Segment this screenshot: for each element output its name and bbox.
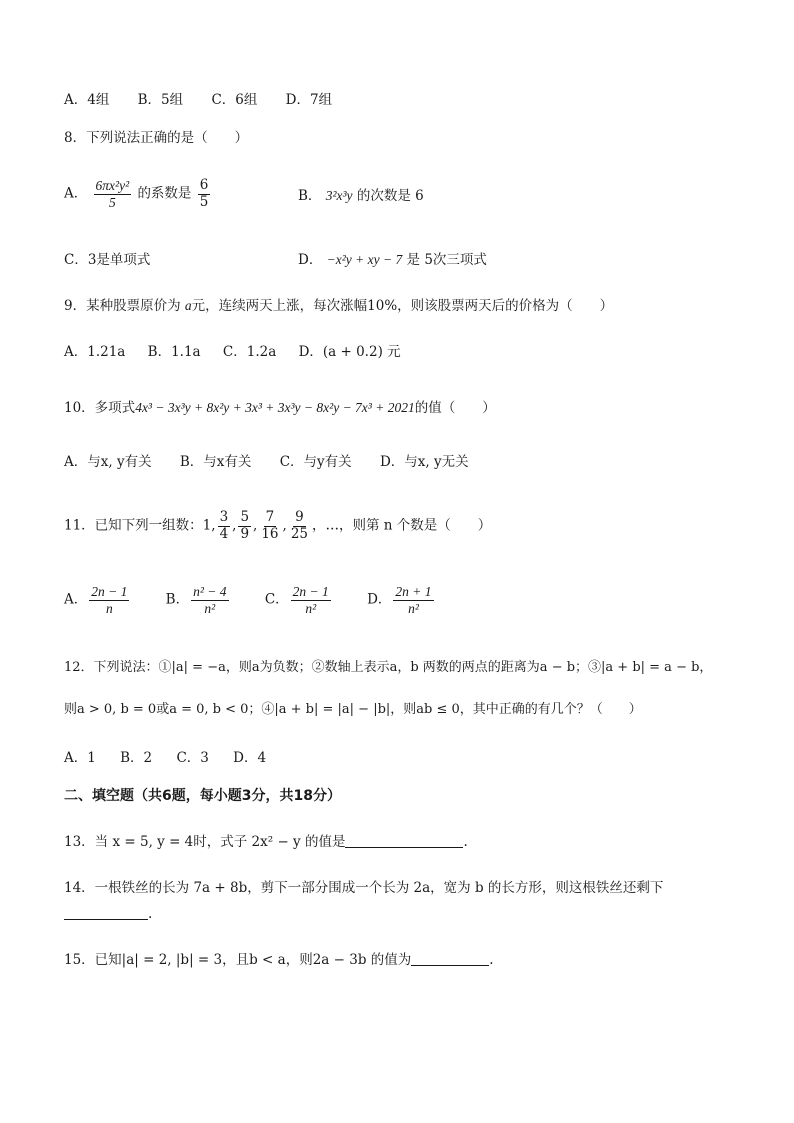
q8-b-text: 的次数是 6 xyxy=(356,188,424,204)
q11-b-num: n² − 4 xyxy=(193,584,227,599)
q11-frac1-num: 3 xyxy=(219,509,229,525)
q15-text: 15．已知|a| = 2, |b| = 3，且b < a，则2a − 3b 的值为 xyxy=(64,952,412,968)
q11-fraction-3 xyxy=(259,510,280,542)
q11-c-den: n² xyxy=(305,600,317,616)
q8-option-d[interactable] xyxy=(298,252,487,268)
q11-b-fraction xyxy=(191,584,228,616)
q9-stem-pre: 9．某种股票原价为 xyxy=(64,298,185,314)
q14-answer-blank[interactable] xyxy=(64,919,148,920)
q11-frac3-num: 7 xyxy=(265,509,275,525)
q12-option-a[interactable]: A．1 xyxy=(64,750,96,766)
q11-option-c[interactable] xyxy=(265,584,333,616)
q10-options xyxy=(64,454,493,470)
q12-option-b[interactable]: B．2 xyxy=(120,750,153,766)
q8-a-answer-num: 6 xyxy=(199,177,209,193)
q9-option-b[interactable]: B．1.1a xyxy=(147,344,201,360)
q8-d-label: D． xyxy=(298,252,323,268)
q8-a-label: A． xyxy=(64,185,88,202)
q11-a-den: n xyxy=(105,600,113,616)
q13-answer-blank[interactable] xyxy=(345,847,463,848)
q11-stem: 11．已知下列一组数：1, $\frac{3}{4}$ , $\frac{5}{9}$ , $\frac{7}{16}$ , $\frac{9}{25}$ ，…，则第 n 个数是（ ） xyxy=(64,509,492,542)
q11-frac4-den: 25 xyxy=(290,525,309,542)
q11-c-fraction xyxy=(291,584,331,616)
q15-post: . xyxy=(489,952,494,968)
q15-answer-blank[interactable] xyxy=(411,965,489,966)
q9-option-d[interactable]: D．(a + 0.2) 元 xyxy=(298,344,401,360)
q9-stem-post: 元，连续两天上涨，每次涨幅10%，则该股票两天后的价格为（ ） xyxy=(191,298,614,314)
q11-stem-post: ，…，则第 n 个数是（ ） xyxy=(312,517,492,534)
q12-line-2: 则a > 0, b = 0或a = 0, b < 0；④|a + b| = |a| − |b|，则ab ≤ 0，其中正确的有几个？（ ） xyxy=(64,702,642,717)
q9-options xyxy=(64,344,425,360)
q11-fraction-2 xyxy=(238,510,251,542)
section-2-title: 二、填空题（共6题，每小题3分，共18分） xyxy=(64,788,341,804)
q11-d-label: D． xyxy=(367,591,392,608)
q11-a-fraction xyxy=(89,584,129,616)
q11-options xyxy=(64,584,460,616)
q12-option-c[interactable]: C．3 xyxy=(176,750,209,766)
q8-d-text: 是 5次三项式 xyxy=(406,252,487,268)
q11-frac1-den: 4 xyxy=(219,525,229,542)
q10-stem-post: 的值（ ） xyxy=(414,400,496,416)
q11-frac4-num: 9 xyxy=(295,509,304,525)
q10-stem-pre: 10．多项式 xyxy=(64,400,136,416)
q8-a-answer-den: 5 xyxy=(199,193,209,210)
q7-option-d[interactable]: D．7组 xyxy=(285,92,333,108)
q7-options xyxy=(64,92,356,108)
q7-option-c[interactable]: C．6组 xyxy=(211,92,258,108)
q11-c-num: 2n − 1 xyxy=(292,584,329,599)
q9-stem xyxy=(64,298,613,314)
q11-d-den: n² xyxy=(408,600,419,616)
q10-stem xyxy=(64,400,496,416)
q11-c-label: C． xyxy=(264,591,289,608)
q11-option-b[interactable] xyxy=(166,584,231,616)
q11-frac2-den: 9 xyxy=(240,525,250,542)
q12-option-d[interactable]: D．4 xyxy=(233,750,267,766)
q10-expr: 4x³ − 3x³y + 8x²y + 3x³ + 3x³y − 8x²y − 7x³ + 2021 xyxy=(135,400,415,415)
q11-b-den: n² xyxy=(204,600,216,616)
q9-option-a[interactable]: A．1.21a xyxy=(64,344,126,360)
q11-option-a[interactable] xyxy=(64,584,131,616)
q10-option-a[interactable]: A．与x, y有关 xyxy=(64,454,152,470)
q11-d-num: 2n + 1 xyxy=(395,584,432,599)
q11-option-d[interactable] xyxy=(367,584,435,616)
q9-stem-var: a xyxy=(184,298,192,313)
q14-post: . xyxy=(148,906,153,922)
q13 xyxy=(64,834,468,850)
q10-option-b[interactable]: B．与x有关 xyxy=(179,454,252,470)
q8-a-denominator: 5 xyxy=(108,194,116,210)
q12-line-1: 12．下列说法：①|a| = −a，则a为负数；②数轴上表示a，b 两数的两点的距离为a − b；③|a + b| = a − b， xyxy=(64,660,713,675)
q10-option-c[interactable]: C．与y有关 xyxy=(279,454,352,470)
q11-a-label: A． xyxy=(64,591,88,608)
q8-a-fraction xyxy=(94,178,132,210)
q14-line-1: 14．一根铁丝的长为 7a + 8b，剪下一部分围成一个长为 2a，宽为 b 的长方形，则这根铁丝还剩下 xyxy=(64,880,664,896)
q11-frac3-den: 16 xyxy=(261,525,279,542)
q11-d-fraction xyxy=(393,584,433,616)
q7-option-a[interactable]: A．4组 xyxy=(64,92,110,108)
q11-fraction-1 xyxy=(218,510,231,542)
q7-option-b[interactable]: B．5组 xyxy=(137,92,184,108)
q12-options xyxy=(64,750,290,766)
q8-option-b[interactable] xyxy=(298,188,424,204)
q13-text: 13．当 x = 5, y = 4时，式子 2x² − y 的值是 xyxy=(64,834,346,850)
q8-d-expr: −x²y + xy − 7 xyxy=(326,252,403,267)
q8-b-expr: 3²x³y xyxy=(325,188,353,203)
q14-line-2 xyxy=(64,906,152,922)
q10-option-d[interactable]: D．与x, y无关 xyxy=(379,454,469,470)
q8-a-answer-fraction xyxy=(198,178,211,210)
q13-post: . xyxy=(463,834,468,850)
q8-option-a[interactable] xyxy=(64,178,284,210)
q11-b-label: B． xyxy=(165,591,190,608)
q8-option-c[interactable]: C．3是单项式 xyxy=(64,252,151,268)
q8-stem: 8．下列说法正确的是（ ） xyxy=(64,130,249,146)
q11-a-num: 2n − 1 xyxy=(91,584,128,599)
q8-a-numerator: 6πx²y² xyxy=(95,178,130,193)
q11-fraction-4 xyxy=(289,510,310,542)
q11-stem-pre: 11．已知下列一组数：1, xyxy=(64,517,216,534)
q11-frac2-num: 5 xyxy=(240,509,250,525)
q8-b-label: B． xyxy=(298,188,322,204)
q9-option-c[interactable]: C．1.2a xyxy=(222,344,277,360)
q15 xyxy=(64,952,494,968)
q8-a-mid: 的系数是 xyxy=(137,185,192,202)
